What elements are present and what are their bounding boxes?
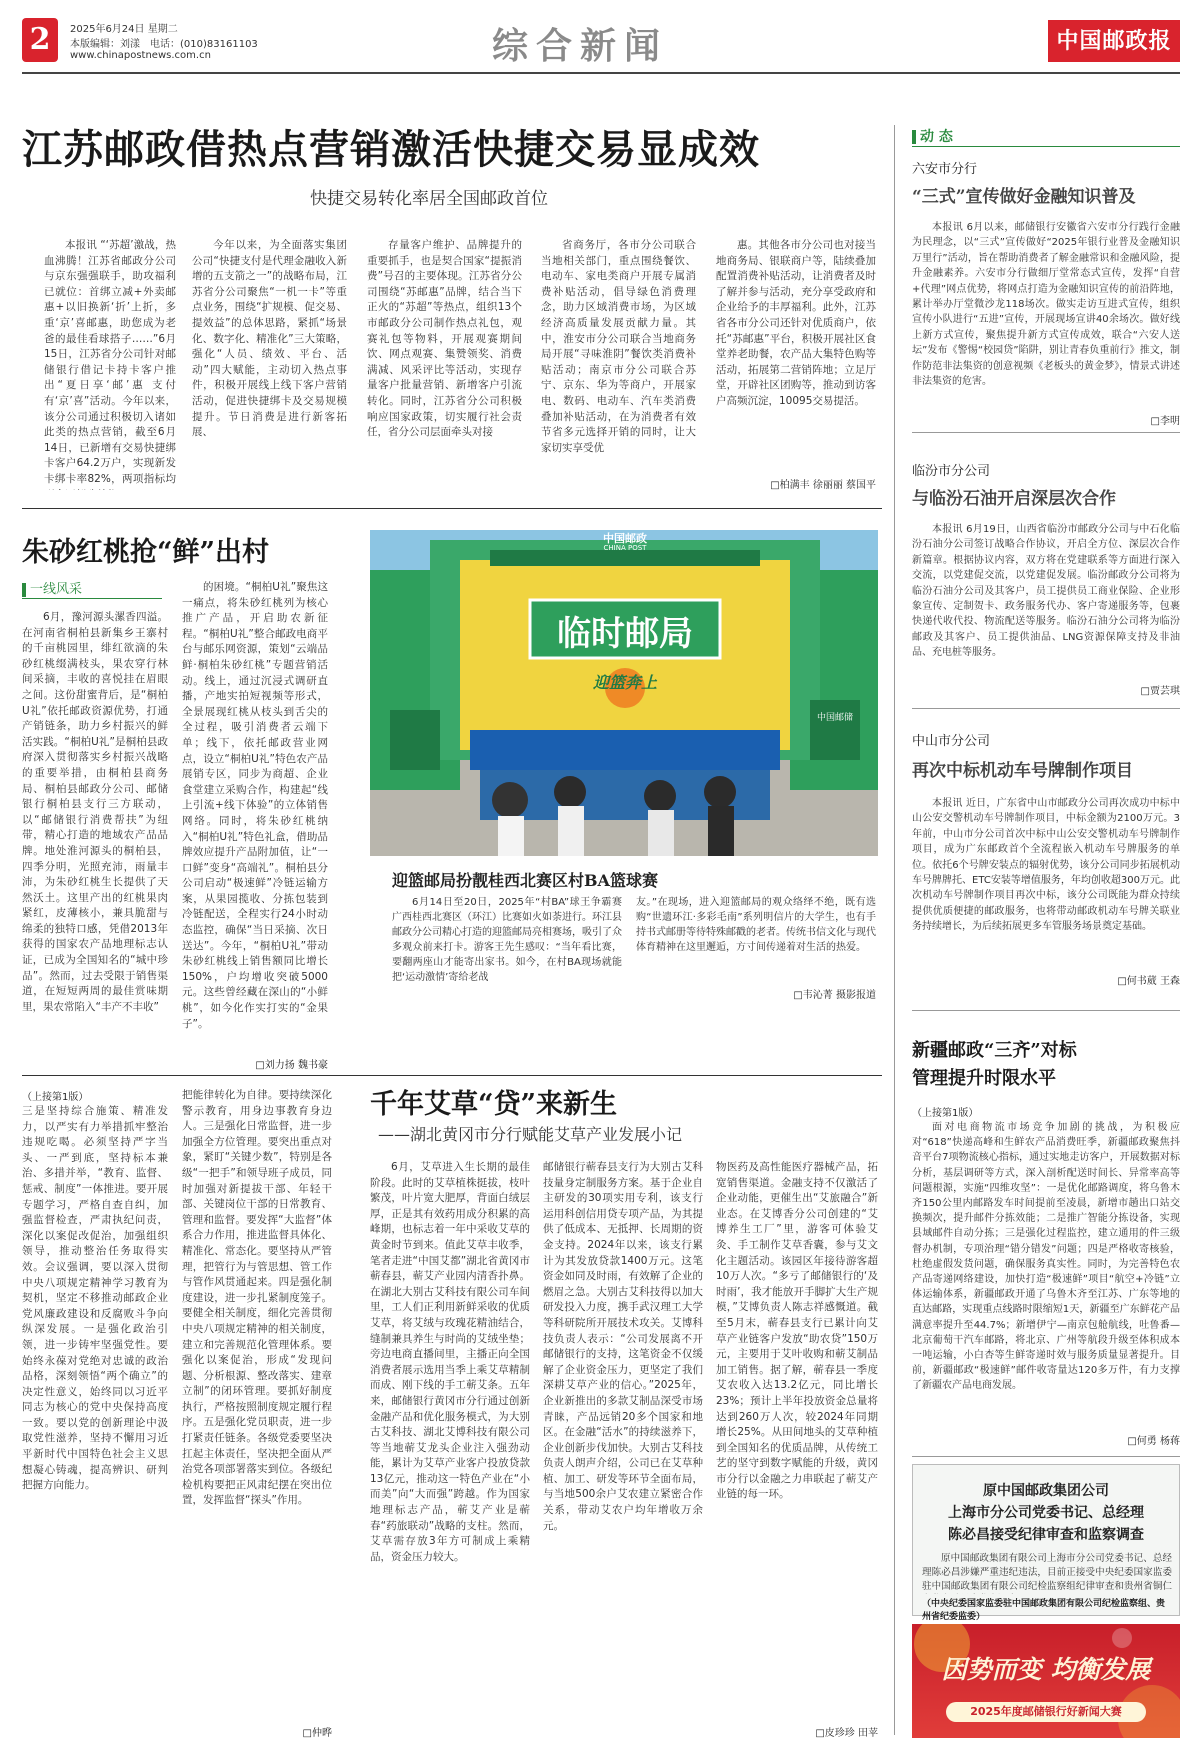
- photo-booth-text: 中国邮储: [816, 713, 853, 723]
- lead-column-4: 省商务厅，各市分公司联合当地相关部门，重点围绕餐饮、电动车、家电类商户开展专属消费补贴活动，倡导绿色消费理念，助力区域消费市场，为区域经济高质量发展贡献力量。其中，淮安市分公司联合当地商务局开展“寻味淮阴”餐饮类消费补贴活动；南京市分公司联合苏宁、京东、华为等商户，开展家电、数码、电动车、汽车类消费叠加补贴活动，在为消费者有效节省多元选择开销的同时，让大家切实享受优: [541, 239, 696, 454]
- sidebar-rule-2: [912, 708, 1180, 709]
- lead-headline: 江苏邮政借热点营销激活快捷交易显成效: [22, 126, 760, 173]
- sidebar-item1-org: 六安市分行: [912, 162, 978, 177]
- sidebar-item2-org: 临汾市分公司: [912, 464, 991, 479]
- ad-headline: 因势而变 均衡发展: [941, 1655, 1151, 1684]
- notice-title2: 上海市分公司党委书记、总经理: [948, 1505, 1144, 1521]
- header-date: 2025年6月24日 星期二: [70, 24, 178, 35]
- sidebar-rule-4: [912, 1456, 1180, 1457]
- sidebar-item2-body: 本报讯 6月19日，山西省临汾市邮政分公司与中石化临汾石油分公司签订战略合作协议，开启全方位、深层次合作新篇章。根据协议内容，双方将在党建联系等方面进行深入交流，以党建促交流，以党建促发展。临汾邮政分公司将为临汾石油分公司及其客户，员工提供员工商业保险、企业形象宣传、定制贺卡、政务服务代办、客户寄递服务等，包裹快递代收代投、物流配送等服务。临汾石油分公司将为临汾邮政及其客户、员工提供油品、LNG资源保障支持及非油品、充电桩等服务。: [912, 524, 1180, 659]
- sidebar-item4-byline: □何勇 杨蒋: [1127, 1436, 1180, 1447]
- feature-tag: 一线风采: [22, 578, 82, 597]
- header-editors: 本版编辑：刘漾 电话：(010)83161103: [70, 39, 258, 50]
- continued-column-2: 把能律转化为自律。要持续深化警示教育，用身边事教育身边人。三是强化日常监督，进一步加强全方位管理。要突出重点对象，紧盯“关键少数”，特别是各级“一把手”和领导班子成员，同时加强对新提拔干部、年轻干部、关键岗位干部的日常教育、管理和监督。要发挥“大监督”体系合力作用，推进监督具体化、精准化、常态化。要坚持从严管理，把管行为与管思想、管工作与管作风贯通起来。四是强化制度建设，进一步扎紧制度笼子。要健全相关制度，细化完善贯彻中央八项规定精神的相关制度，建立和完善规范化管理体系。要强化以案促治，形成“发现问题、分析根源、整改落实、建章立制”的闭环管理。要抓好制度执行，严格按照制度规定履行程序。五是强化党员职责，进一步打紧责任链条。各级党委要坚决扛起主体责任，坚决把全面从严治党各项部署落实到位。各级纪检机构要把正风肃纪摆在突出位置，发挥监督“探头”作用。: [182, 1089, 332, 1507]
- sidebar-tag-bar: [912, 130, 916, 144]
- sidebar-item3-title: 再次中标机动车号牌制作项目: [912, 761, 1133, 781]
- sidebar-item3-body: 本报讯 近日，广东省中山市邮政分公司再次成功中标中山公安交警机动车号牌制作项目，中标金额为2100万元。3年前，中山市分公司首次中标中山公安交警机动车号牌制作项目，成为广东邮政首个全流程嵌入机动车号牌服务的单位。依托6个号牌安装点的辐射优势，该分公司同步拓展机动车号牌牌托、ETC安装等增值服务，年均创收超300万元。此次机动车号牌制作项目再次中标，该分公司既能为群众持续提供优质便捷的邮政服务，也将带动邮政机动车号牌关联业务持续增长，为后续拓展更多车管服务场景奠定基础。: [912, 798, 1180, 933]
- aicao-column-1: 6月，艾草进入生长期的最佳阶段。此时的艾草植株挺拔，枝叶繁茂，叶片宽大肥厚，背面白绒层厚，正是其有效药用成分积累的高峰期，也标志着一年中采收艾草的黄金时节到来。值此艾草丰收季，笔者走进“中国艾都”湖北省黄冈市蕲春县，蕲艾产业园内清香扑鼻。在湖北大别古艾科技有限公司车间里，工人们正利用新鲜采收的优质艾草，将艾绒与玫瑰花精油结合，缝制兼具养生与时尚的艾绒坐垫；旁边电商直播间里，主播正向全国消费者展示选用当季上乘艾草精制而成、刚下线的手工蕲艾条。五年来，邮储银行黄冈市分行通过创新金融产品和优化服务模式，为大别古艾科技、湖北艾博科技有限公司等当地蕲艾龙头企业注入强劲动能，累计为艾草产业客户投放贷款13亿元，推动这一特色产业在“小而美”向“大而强”跨越。作为国家地理标志产品，蕲艾产业是蕲春“药旅联动”战略的支柱。然而，艾草需存放3年方可制成上乘精品，资金压力较大。: [370, 1161, 530, 1563]
- sidebar-item1-body: 本报讯 6月以来，邮储银行安徽省六安市分行践行金融为民理念，以“三式”宣传做好“2025年银行业普及金融知识万里行”活动，旨在帮助消费者了解金融常识和金融风险，提升金融素养。六安市分行做细厅堂常态式宣传，发挥“自营+代理”网点优势，将网点打造为金融知识宣传的前沿阵地，累计举办厅堂微沙龙118场次。做实走访互进式宣传，组织宣传小队进行“五进”宣传，开展现场宣讲40余场次。做好线上新方式宣传，聚焦提升新方式宣传成效，联合“六安人送坛”发布《警惕“校园贷”陷阱，别让青春负重前行》推文，制作防范非法集资的创意视频《老板头的黄金梦》，情景式讲述非法集资的危害。: [912, 222, 1180, 388]
- header-website: www.chinapostnews.com.cn: [70, 50, 211, 61]
- lead-column-3: 存量客户维护、品牌提升的重要抓手，也是契合国家“提振消费”号召的主要体现。江苏省分公司围绕“苏邮惠”品牌，结合当下正火的“苏超”等热点，组织13个市邮政分公司制作热点礼包，观赛礼包等物料，开展观赛期间饮、网点观赛、集赞领奖、消费满减、风采评比等活动，实现存量客户批量营销、新增客户引流转化。同时，江苏省分公司积极响应国家政策，切实履行社会责任，省分公司层面牵头对接: [367, 239, 522, 439]
- section-title: 综合新闻: [491, 25, 668, 67]
- ad-subline: 2025年度邮储银行好新闻大赛: [946, 1702, 1146, 1722]
- sidebar-item4-body: 面对电商物流市场竞争加剧的挑战，为积极应对“618”快递高峰和生鲜农产品消费旺季，新疆邮政聚焦抖音平台7项物流核心指标，通过实地走访客户，开展数据对标分析，基层调研等方式，深入剖析配送时间长、异常率高等问题根源，实施“四维攻坚”：一是优化邮路调度，将乌鲁木齐150公里内邮路发车时间提前至凌晨，新增市趟出口站交换频次，提升邮件分拣效能；二是推广智能分拣设备，实现县域邮件自动分拣；三是强化过程监控，建立通用的件三级督办机制，专项治理“错分错发”问题；四是严格收寄核验，杜绝虚假发货问题，确保服务真实性。同时，为完善特色农产品寄递网络建设，加快打造“极速鲜”项目“航空+冷链”立体运输体系，新疆邮政开通了乌鲁木齐至江苏、广东等地的直达邮路，实现重点线路时限缩短1天，新疆至广东鲜花产品满意率提升至44.7%；新增伊宁—南京包舱航线，吐鲁番—北京葡萄干汽车邮路，将北京、广州等航段升级至体积成本一吨运输，小白杏等生鲜寄递时效与服务质量显著提升。目前，新疆邮政“极速鲜”邮件收寄量达120多万件，有力支撑了新疆农产品电商发展。: [912, 1122, 1180, 1392]
- feature-column-2: 的困境。“桐柏U礼”聚焦这一痛点，将朱砂红桃列为核心推广产品，开启助农新征程。“桐柏U礼”整合邮政电商平台与邮乐网资源，策划“云端品鲜·桐柏朱砂红桃”专题营销活动。线上，通过沉浸式调研直播，产地实拍短视频等形式，全景展现红桃从枝头到舌尖的全过程，吸引消费者云端下单；线下，依托邮政营业网点，设立“桐柏U礼”特色农产品展销专区，同步为商超、企业食堂建立采购合作，构建起“线上引流+线下体验”的立体销售网络。同时，将朱砂红桃纳入“桐柏U礼”特色礼盒，借助品牌效应提升产品附加值，让“一口鲜”变身“高端礼”。桐柏县分公司启动“极速鲜”冷链运输方案，从果园揽收、分拣包装到冷链配送，全程实行24小时动态监控，确保“当日采摘、次日送达”。今年，“桐柏U礼”带动朱砂红桃线上销售额同比增长150%，户均增收突破5000元。这些曾经藏在深山的“小鲜桃”，如今化作实打实的“金果子”。: [182, 581, 328, 1030]
- sidebar-item3-org: 中山市分公司: [912, 734, 991, 749]
- sidebar-item1-byline: □李明: [1150, 416, 1180, 427]
- photo-brand-en: CHINA POST: [603, 544, 647, 552]
- feature-tag-bar: [22, 583, 26, 597]
- lead-bottom-rule: [22, 508, 882, 509]
- notice-title1: 原中国邮政集团公司: [983, 1483, 1109, 1499]
- page-number-badge: 2: [22, 18, 58, 62]
- sidebar-rule-1: [912, 432, 1180, 433]
- ad-banner: [912, 1624, 1180, 1738]
- sidebar-tag: 动 态: [912, 126, 953, 146]
- sidebar-item2-title: 与临汾石油开启深层次合作: [912, 489, 1116, 509]
- sidebar-item3-byline: □何书葳 王森: [1117, 976, 1180, 987]
- feature-tag-rule: [22, 598, 162, 599]
- feature-column-1: 6月，豫河源头漯香四溢。在河南省桐柏县新集乡王寨村的千亩桃园里，绯红欲滴的朱砂红桃缀满枝头，果农穿行林间采摘，丰收的喜悦挂在眉眼之间。这份甜蜜背后，是“桐柏U礼”依托邮政资源优势，打通产销链条，助力乡村振兴的鲜活实践。“桐柏U礼”是桐柏县政府深入贯彻落实乡村振兴战略的重要举措，由桐柏县商务局、桐柏县邮政分公司、邮储银行桐柏县支行三方联动，以“邮储银行消费帮扶”为纽带，精心打造的地域农产品品牌。地处淮河源头的桐柏县，四季分明，光照充沛，雨量丰沛，为朱砂红桃生长提供了天然沃土。这里产出的红桃果肉紧红，皮薄核小，兼具脆甜与绵柔的独特口感，凭借2013年获得的国家农产品地理标志认证，已成为全国知名的“城中珍品”。然而，过去受限于销售渠道，在短短两周的最佳赏味期里，果农常陷入“丰产不丰收”: [22, 611, 168, 1013]
- feature-byline: □刘力扬 魏书豪: [255, 1060, 328, 1071]
- photo-sign-sub: 迎篮奔上: [592, 673, 657, 692]
- photo-illustration: [370, 530, 878, 856]
- photo-caption-col1: 6月14日至20日，2025年“村BA”球王争霸赛广西桂西北赛区（环江）比赛如火如荼进行。环江县邮政分公司精心打造的迎篮邮局亮相赛场，吸引了众多观众前来打卡。游客王先生感叹：“当年看比赛，要翻两座山才能寄出家书。如今，在村BA现场就能把‘运动激情’寄给老战: [392, 897, 622, 983]
- aicao-byline: □皮珍珍 田苹: [815, 1728, 878, 1739]
- lead-column-1: 本报讯 “‘苏超’激战，热血沸腾！江苏省邮政分公司与京东强强联手，助攻福利已就位：首绑立减+外卖邮惠+以旧换新‘折’上折，多重‘京’喜邮惠，助您成为老爸的最佳看球搭子……”6月15日，江苏省分公司针对邮储银行借记卡持卡客户推出“夏日享‘邮’惠 支付有‘京’喜”活动。今年以来，该分公司通过积极切入诸如此类的热点营销，截至6月14日，已新增有交易快捷绑卡客户64.2万户，实现新发卡绑卡率82%，两项指标均: [44, 239, 176, 485]
- sidebar-rule-3: [912, 1010, 1180, 1011]
- aicao-column-3: 物医药及高性能医疗器械产品，拓宽销售渠道。金融支持不仅激活了企业动能，更催生出“艾旅融合”新业态。在艾博香分公司创建的“艾博养生工厂”里，游客可体验艾灸、手工制作艾草香囊，参与艾文化主题活动。该园区年接待游客超10万人次。“多亏了邮储银行的‘及时雨’，我才能放开手脚扩大生产规模，”艾博负责人陈志祥感慨道。截至5月末，蕲春县支行已累计向艾草产业链客户发放“助农贷”150万元，主要用于艾叶收购和蕲艾制品加工销售。据了解，蕲春县一季度艾农收入达13.2亿元，同比增长23%；预计上半年投放资金总量将达到260万人次，较2024年同期增长25%。从田间地头的艾草种植到全国知名的优质品牌，从传统工艺的坚守到数字赋能的升级，黄冈市分行以金融之力串联起了蕲艾产业链的每一环。: [716, 1161, 878, 1501]
- notice-body: 原中国邮政集团有限公司上海市分公司党委书记、总经理陈必昌涉嫌严重违纪违法，目前正接受中央纪委国家监委驻中国邮政集团有限公司纪检监察组纪律审查和贵州省铜仁: [922, 1553, 1172, 1592]
- photo-frame: [370, 530, 878, 856]
- photo-brand-text: 中国邮政: [603, 532, 647, 545]
- continued-byline: □仲晔: [302, 1728, 332, 1739]
- notice-title3: 陈必昌接受纪律审查和监察调查: [948, 1527, 1144, 1543]
- sidebar-tag-rule: [912, 146, 1180, 147]
- lead-subtitle: 快捷交易转化率居全国邮政首位: [310, 189, 548, 209]
- photo-caption-title: 迎篮邮局扮靓桂西北赛区村BA篮球赛: [392, 871, 658, 890]
- photo-sign-text: 临时邮局: [557, 614, 693, 654]
- masthead-logo: 中国邮政报: [1048, 20, 1180, 62]
- lead-byline: □柏满丰 徐丽丽 蔡国平: [770, 480, 876, 491]
- continued-tag: （上接第1版）: [22, 1092, 89, 1103]
- photo-byline: □韦沁菁 摄影报道: [793, 990, 876, 1001]
- header-rule: [22, 72, 1180, 74]
- sidebar-item4-title1: 新疆邮政“三齐”对标: [912, 1040, 1077, 1061]
- sidebar-item1-title: “三式”宣传做好金融知识普及: [912, 187, 1136, 207]
- notice-source: （中央纪委国家监委驻中国邮政集团有限公司纪检监察组、贵州省纪委监委）: [922, 1599, 1166, 1622]
- mid-rule: [22, 1075, 882, 1076]
- sidebar-item2-byline: □贾芸琪: [1140, 686, 1180, 697]
- sidebar-item4-tag: （上接第1版）: [912, 1108, 979, 1119]
- lead-column-2: 今年以来，为全面落实集团公司“快捷支付是代理金融收入新增的五支箭之一”的战略布局，江苏省分公司聚焦“一机一卡”等重点业务，围绕“扩规模、促交易、提效益”的总体思路，紧抓“场景化、数字化、精准化”三大策略，强化“人员、绩效、平台、活动”四大赋能，主动切入热点事件，积极开展线上线下客户营销活动，促进快捷绑卡及交易规模提升。节日消费是进行新客拓展、: [192, 239, 347, 439]
- sidebar-item4-title2: 管理提升时限水平: [912, 1068, 1056, 1089]
- aicao-headline: 千年艾草“贷”来新生: [370, 1089, 618, 1120]
- aicao-column-2: 邮储银行蕲春县支行为大别古艾科技量身定制服务方案。基于企业自主研发的30项实用专利，该支行运用科创信用贷专项产品，为其提供了低成本、无抵押、长周期的资金支持。2024年以来，该支行累计为其发放贷款1400万元。这笔资金如同及时雨，有效解了企业的燃眉之急。大别古艾科技得以加大研发投入力度，携手武汉理工大学等科研院所开展技术攻关。艾博科技负责人表示：“公司发展离不开邮储银行的支持，这笔资金不仅缓解了企业资金压力，更坚定了我们深耕艾草产业的信心。”2025年，企业新推出的多款艾制品深受市场青睐，产品远销20多个国家和地区。在金融“活水”的持续滋养下，企业创新步伐加快。大别古艾科技负责人朗声介绍，公司已在艾草种植、加工、研发等环节全面布局，与当地500余户艾农建立紧密合作关系，带动艾农户均年增收万余元。: [543, 1161, 703, 1532]
- aicao-subtitle: ——湖北黄冈市分行赋能艾草产业发展小记: [378, 1125, 683, 1144]
- photo-caption-col2: 友。”在现场，进入迎篮邮局的观众络绎不绝，既有选购“世遗环江·多彩毛南”系列明信片的大学生，也有手持书式邮册等待特殊邮戳的老者。传统书信文化与现代体育精神在这里邂逅，方寸间传递着对生活的热爱。: [636, 897, 876, 953]
- sidebar-divider: [894, 125, 895, 1735]
- continued-column-1: 三是坚持综合施策、精准发力，以严实有力举措抓牢整治违规吃喝。必须坚持严字当头、一严到底，坚持标本兼治、多措并举，“教育、监督、惩戒、制度”一体推进。要开展专题学习，严格自查自纠，加强监督检查，严肃执纪问责，深化以案促改促治，加强组织领导，推动整治任务取得实效。会议强调，要以深入贯彻中央八项规定精神学习教育为契机，坚定不移推动邮政企业党风廉政建设和反腐败斗争向纵深发展。一是强化政治引领，进一步铸牢坚强党性。要始终永葆对党绝对忠诚的政治品格，深刻领悟“两个确立”的决定性意义，始终同以习近平同志为核心的党中央保持高度一致。要以党的创新理论中汲取党性滋养，坚持不懈用习近平新时代中国特色社会主义思想凝心铸魂，提高辨识、研判把握方向能力。: [22, 1105, 168, 1492]
- feature-headline: 朱砂红桃抢“鲜”出村: [22, 537, 270, 568]
- lead-column-5: 惠。其他各市分公司也对接当地商务局、银联商户等，陆续叠加配置消费补贴活动，让消费者及时了解并参与活动，充分享受政府和企业给予的丰厚福利。此外，江苏省各市分公司还针对优质商户，依托“苏邮惠”平台，积极开展社区食堂养老助餐，农产品大集特色购等活动，拓展第二营销阵地；立足厅堂，开辟社区团购等，推动到访客户高频沉淀，10095交易提活。: [716, 239, 876, 407]
